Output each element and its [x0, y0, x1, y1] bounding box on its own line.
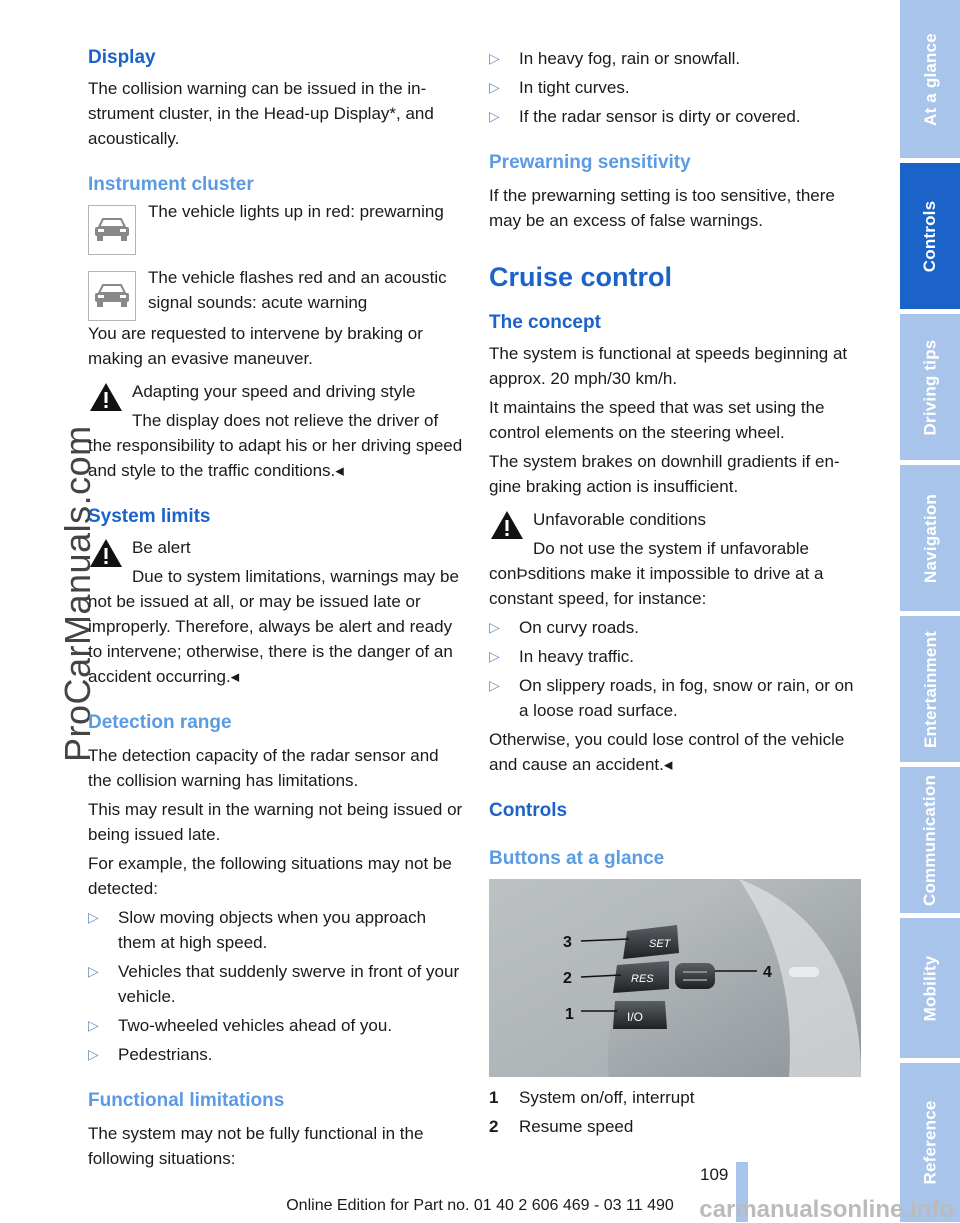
- instrument-cluster-heading: Instrument cluster: [88, 174, 254, 195]
- list-item: ▷ In tight curves.: [489, 75, 864, 100]
- footer: [0, 1193, 960, 1223]
- triangle-bullet-icon: ▷: [88, 1017, 99, 1033]
- triangle-bullet-icon: ▷: [489, 619, 500, 635]
- concept-paragraph-1: The system is functional at speeds beginning at approx. 20 mph/30 km/h.: [489, 344, 848, 388]
- concept-paragraph-3: The system brakes on downhill gradients if engine braking action is insufficient.: [489, 452, 840, 496]
- car-prewarning-icon: [88, 205, 136, 255]
- acute-row: [88, 268, 463, 321]
- unfavorable-bullet-list: [489, 615, 864, 723]
- triangle-bullet-icon: ▷: [489, 648, 500, 664]
- triangle-bullet-icon: ▷: [489, 79, 500, 95]
- list-item: ▷ On slippery roads, in fog, snow or rain, or on a loose road surface.: [489, 673, 864, 723]
- list-item: ▷ Pedestrians.: [88, 1042, 463, 1067]
- callout-2: 2: [563, 970, 572, 987]
- intervene-text: You are requested to intervene by braking or making an evasive maneuver.: [88, 324, 423, 368]
- callout-1: 1: [565, 1006, 574, 1023]
- steering-wheel-buttons-image: [489, 879, 861, 1077]
- functional-limitations-heading: Functional limitations: [88, 1090, 285, 1111]
- warning-triangle-icon: [489, 509, 525, 541]
- triangle-bullet-icon: ▷: [88, 909, 99, 925]
- warning-triangle-icon: [88, 381, 124, 413]
- display-heading: Display: [88, 47, 156, 68]
- prewarning-row: [88, 202, 463, 255]
- alert-title: Be alert: [132, 538, 191, 557]
- range-paragraph-3: For example, the following situations may not be detected:: [88, 854, 452, 898]
- buttons-legend: [489, 1085, 864, 1139]
- list-item: ▷ On curvy roads.: [489, 615, 864, 640]
- left-column: [88, 44, 463, 1175]
- list-item: ▷ In heavy traffic.: [489, 644, 864, 669]
- triangle-bullet-icon: ▷: [489, 50, 500, 66]
- alert-text: Due to system limitations, warnings may be not be issued at all, or may be issued late or improperly. Therefore, always be alert and ready to intervene; otherwise, there is the danger of an accident occurring.◂: [88, 567, 459, 686]
- warning-triangle-icon: [88, 537, 124, 569]
- list-item: ▷ If the radar sensor is dirty or covered.: [489, 104, 864, 129]
- io-label: I/O: [627, 1010, 644, 1024]
- alert-warning: [88, 535, 463, 560]
- list-item: ▷ Vehicles that suddenly swerve in front of your vehicle.: [88, 959, 463, 1009]
- list-item: 1 System on/off, interrupt: [489, 1088, 695, 1107]
- chapter-tabs: [900, 0, 960, 1222]
- list-item: ▷ Two-wheeled vehicles ahead of you.: [88, 1013, 463, 1038]
- func-bullet-list: [489, 46, 864, 129]
- right-column: [489, 44, 864, 1143]
- functional-limitations-text: The system may not be fully functional in the following situations:: [88, 1124, 424, 1168]
- concept-paragraph-2: It maintains the speed that was set using the control elements on the steering wheel.: [489, 398, 825, 442]
- range-bullet-list: [88, 905, 463, 1067]
- tab-reference[interactable]: Reference: [900, 1063, 960, 1222]
- controls-heading: Controls: [489, 800, 568, 821]
- triangle-bullet-icon: ▷: [489, 108, 500, 124]
- detection-range-heading: Detection range: [88, 712, 232, 733]
- footer-text: Online Edition for Part no. 01 40 2 606 469 - 03 11 490: [286, 1197, 674, 1214]
- tab-controls[interactable]: Controls: [900, 163, 960, 309]
- range-paragraph-2: This may result in the warning not being issued or being issued late.: [88, 800, 463, 844]
- callout-3: 3: [563, 934, 572, 951]
- unfavorable-warning: [489, 507, 864, 532]
- list-item: 2 Resume speed: [489, 1117, 634, 1136]
- prewarning-text: The vehicle lights up in red: prewarning: [148, 202, 444, 221]
- tab-driving-tips[interactable]: Driving tips: [900, 314, 960, 460]
- res-button: [613, 961, 669, 993]
- tab-communication[interactable]: Communication: [900, 767, 960, 913]
- tab-at-a-glance[interactable]: At a glance: [900, 0, 960, 158]
- list-item: ▷ In heavy fog, rain or snowfall.: [489, 46, 864, 71]
- list-item: ▷ Slow moving objects when you approach them at high speed.: [88, 905, 463, 955]
- set-label: SET: [649, 938, 671, 950]
- adapt-text: The display does not relieve the driver of the responsibility to adapt his or her driving speed and style to the traffic conditions.◂: [88, 411, 463, 480]
- display-text: The collision warning can be issued in the instrument cluster, in the Head-up Display*, and acoustically.: [88, 79, 434, 148]
- io-button: [613, 1001, 667, 1029]
- res-label: RES: [631, 973, 654, 985]
- otherwise-text: Otherwise, you could lose control of the vehicle and cause an accident.◂: [489, 730, 845, 774]
- cruise-control-heading: Cruise control: [489, 262, 673, 292]
- unfavorable-text: Do not use the system if unfavorable conÞsditions make it impossible to drive at a constant speed, for instance:: [489, 539, 824, 608]
- callout-4: 4: [763, 964, 772, 981]
- prewarning-sensitivity-heading: Prewarning sensitivity: [489, 152, 691, 173]
- adapt-title: Adapting your speed and driving style: [132, 382, 416, 401]
- tab-navigation[interactable]: Navigation: [900, 465, 960, 611]
- triangle-bullet-icon: ▷: [489, 677, 500, 693]
- footer-logo: carmanualsonline.info: [699, 1196, 954, 1223]
- range-paragraph-1: The detection capacity of the radar sensor and the collision warning has limitations.: [88, 746, 439, 790]
- page-number: 109: [700, 1165, 729, 1184]
- acute-text: The vehicle flashes red and an acoustic signal sounds: acute warning: [148, 268, 447, 312]
- tab-mobility[interactable]: Mobility: [900, 918, 960, 1058]
- unfavorable-title: Unfavorable conditions: [533, 510, 706, 529]
- tab-entertainment[interactable]: Entertainment: [900, 616, 960, 762]
- buttons-heading: Buttons at a glance: [489, 848, 665, 869]
- triangle-bullet-icon: ▷: [88, 1046, 99, 1062]
- rocker-button: [675, 963, 715, 989]
- adapt-warning: [88, 379, 463, 404]
- car-acute-warning-icon: [88, 271, 136, 321]
- watermark: ProCarManuals.com: [57, 425, 98, 762]
- triangle-bullet-icon: ▷: [88, 963, 99, 979]
- sensitivity-text: If the prewarning setting is too sensitive, there may be an excess of false warnings.: [489, 186, 835, 230]
- concept-heading: The concept: [489, 312, 601, 333]
- system-limits-heading: System limits: [88, 506, 211, 527]
